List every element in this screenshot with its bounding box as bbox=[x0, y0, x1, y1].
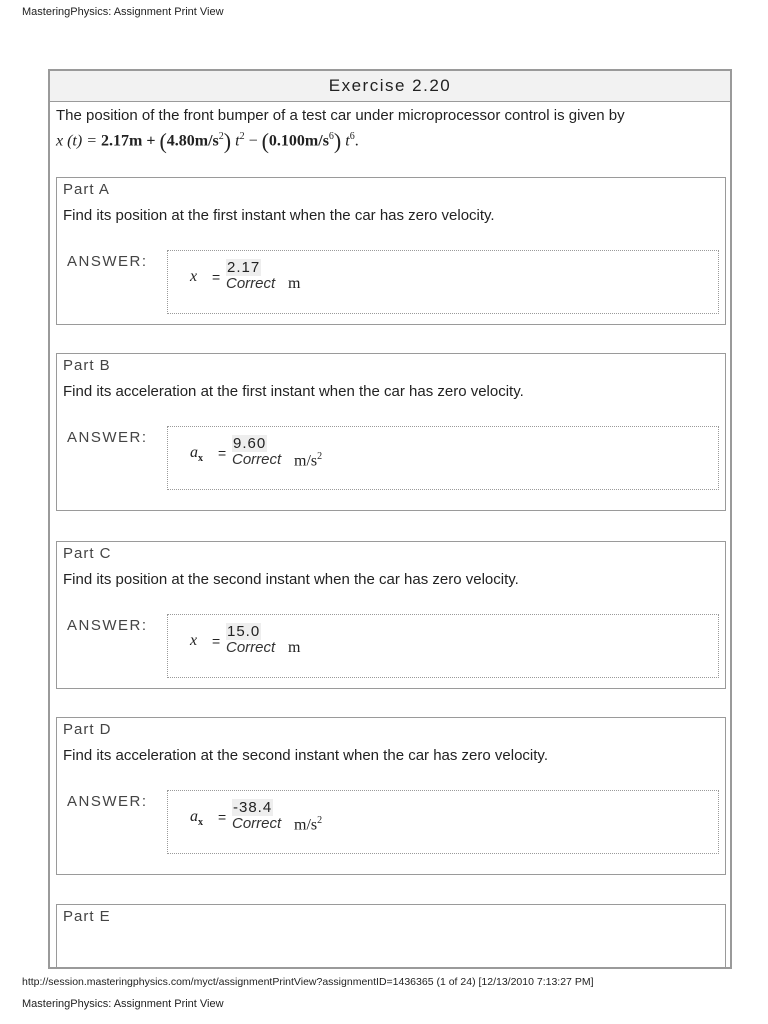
formula-paren-open: ( bbox=[261, 128, 269, 154]
formula-lhs: x (t) = bbox=[56, 132, 101, 150]
answer-value: -38.4 bbox=[233, 799, 273, 816]
unit-exponent: 2 bbox=[317, 451, 323, 462]
answer-status: Correct bbox=[226, 275, 276, 292]
equals-sign: = bbox=[212, 633, 221, 649]
part-c bbox=[56, 541, 726, 689]
answer-label: ANSWER: bbox=[67, 793, 148, 810]
answer-status: Correct bbox=[232, 815, 282, 832]
part-question: Find its acceleration at the second instant when the car has zero velocity. bbox=[63, 747, 548, 764]
unit-text: m bbox=[288, 275, 301, 292]
page-header: MasteringPhysics: Assignment Print View bbox=[22, 6, 224, 18]
page-header-next: MasteringPhysics: Assignment Print View bbox=[22, 998, 224, 1010]
part-label: Part E bbox=[63, 908, 111, 925]
unit-exponent: 2 bbox=[317, 815, 323, 826]
position-formula bbox=[56, 126, 724, 154]
answer-status: Correct bbox=[232, 451, 282, 468]
formula-paren-close: ) bbox=[223, 128, 232, 154]
answer-variable bbox=[190, 632, 197, 650]
unit-text: m/s bbox=[294, 816, 318, 834]
part-label: Part C bbox=[63, 545, 112, 562]
formula-t1: t bbox=[235, 132, 240, 150]
footer-url: http://session.masteringphysics.com/myct/assignmentPrintView?assignmentID=1436365 (1 of 24) [12/13/2010 7:13:27 PM] bbox=[22, 976, 594, 988]
answer-box bbox=[167, 250, 719, 314]
exercise-title: Exercise 2.20 bbox=[50, 71, 730, 102]
formula-coef1-exp: 2 bbox=[218, 131, 224, 142]
answer-unit bbox=[294, 815, 322, 834]
equals-sign: = bbox=[218, 445, 227, 461]
equals-sign: = bbox=[218, 809, 227, 825]
part-e bbox=[56, 904, 726, 969]
part-question: Find its acceleration at the first instant when the car has zero velocity. bbox=[63, 383, 524, 400]
formula-t2-exp: 6 bbox=[349, 131, 355, 142]
formula-coef1: 4.80m/s bbox=[166, 132, 219, 150]
answer-unit bbox=[288, 639, 300, 657]
variable-subscript: x bbox=[198, 453, 203, 465]
part-d bbox=[56, 717, 726, 875]
answer-value: 15.0 bbox=[227, 623, 261, 640]
answer-label: ANSWER: bbox=[67, 617, 148, 634]
part-label: Part A bbox=[63, 181, 110, 198]
answer-unit bbox=[294, 451, 322, 470]
variable-symbol: a bbox=[190, 808, 198, 825]
answer-variable bbox=[190, 444, 203, 464]
variable-subscript: x bbox=[198, 817, 203, 829]
answer-value: 9.60 bbox=[233, 435, 267, 452]
answer-variable bbox=[190, 268, 197, 286]
exercise-intro bbox=[50, 102, 730, 154]
answer-unit bbox=[288, 275, 300, 293]
unit-text: m/s bbox=[294, 452, 318, 470]
answer-box bbox=[167, 790, 719, 854]
variable-symbol: x bbox=[190, 632, 198, 649]
part-question: Find its position at the second instant when the car has zero velocity. bbox=[63, 571, 519, 588]
formula-minus: − bbox=[244, 132, 262, 150]
unit-text: m bbox=[288, 639, 301, 656]
answer-label: ANSWER: bbox=[67, 429, 148, 446]
part-label: Part B bbox=[63, 357, 111, 374]
equals-sign: = bbox=[212, 269, 221, 285]
answer-box bbox=[167, 426, 719, 490]
formula-paren-open: ( bbox=[159, 128, 167, 154]
part-a bbox=[56, 177, 726, 325]
exercise-panel bbox=[48, 69, 732, 969]
answer-label: ANSWER: bbox=[67, 253, 148, 270]
formula-t1-exp: 2 bbox=[239, 131, 245, 142]
formula-t2: t bbox=[345, 132, 350, 150]
formula-coef2: 0.100m/s bbox=[268, 132, 329, 150]
part-question: Find its position at the first instant when the car has zero velocity. bbox=[63, 207, 495, 224]
variable-symbol: x bbox=[190, 268, 198, 285]
answer-status: Correct bbox=[226, 639, 276, 656]
part-label: Part D bbox=[63, 721, 112, 738]
variable-symbol: a bbox=[190, 444, 198, 461]
answer-variable bbox=[190, 808, 203, 828]
formula-term1: 2.17m + bbox=[101, 132, 160, 150]
formula-paren-close: ) bbox=[333, 128, 342, 154]
intro-text: The position of the front bumper of a test car under microprocessor control is given by bbox=[56, 107, 625, 124]
formula-end: . bbox=[354, 132, 359, 150]
answer-value: 2.17 bbox=[227, 259, 261, 276]
formula-coef2-exp: 6 bbox=[328, 131, 334, 142]
part-b bbox=[56, 353, 726, 511]
answer-box bbox=[167, 614, 719, 678]
